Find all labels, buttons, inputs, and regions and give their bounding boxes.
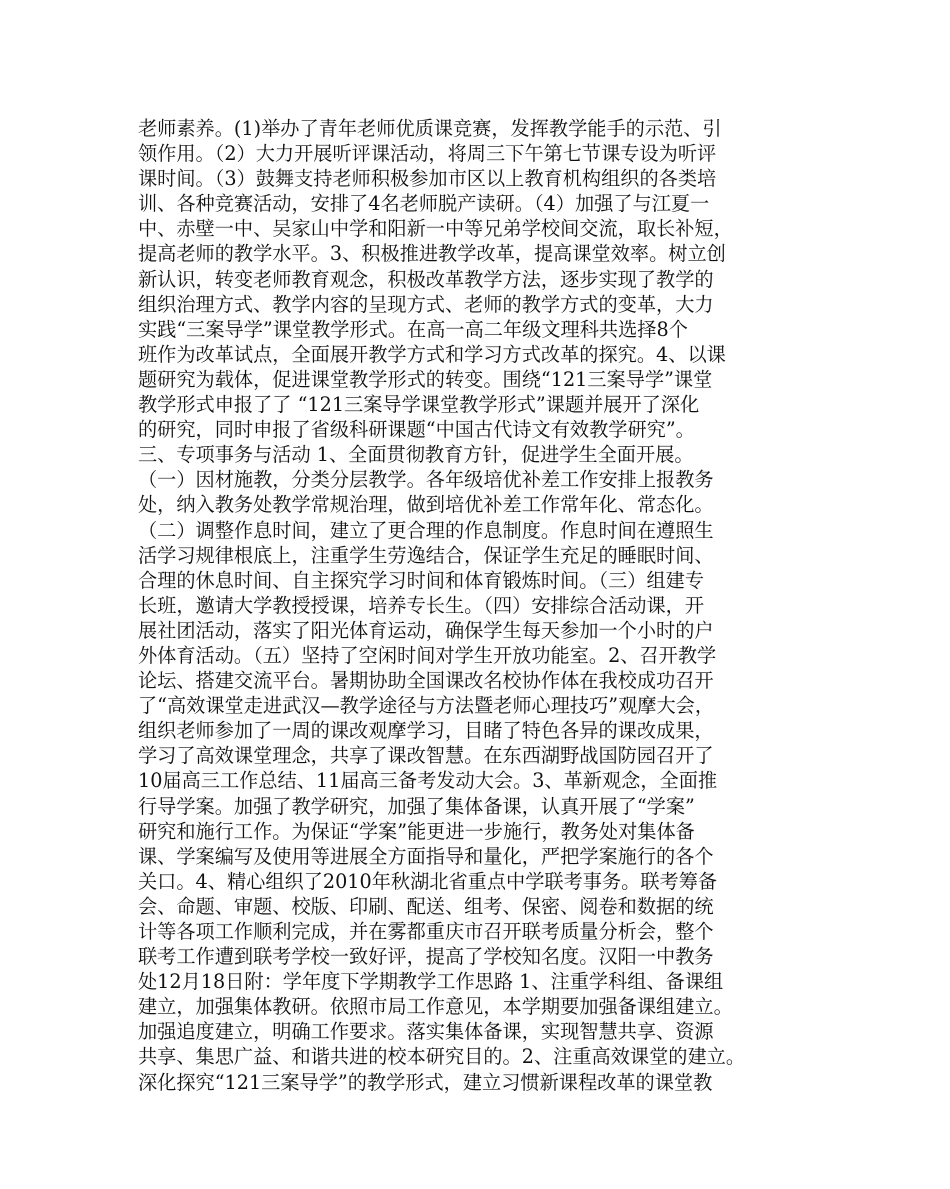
text-line: 计等各项工作顺利完成，并在雾都重庆市召开联考质量分析会，整个 <box>138 920 714 943</box>
text-line: 深化探究“121三案导学”的教学形式，建立习惯新课程改革的课堂教 <box>138 1070 713 1094</box>
text-line: 的研究，同时申报了省级科研课题“中国古代诗文有效教学研究”。 <box>138 418 695 442</box>
text-line: 联考工作遭到联考学校一致好评，提高了学校知名度。汉阳一中教务 <box>138 945 714 969</box>
text-line: 外体育活动。（五）坚持了空闲时间对学生开放功能室。2、召开教学 <box>138 643 717 667</box>
text-line: 组织老师参加了一周的课改观摩学习，目睹了特色各异的课改成果， <box>138 719 714 743</box>
text-line: 处12月18日附：学年度下学期教学工作思路 1、注重学科组、备课组 <box>138 970 724 994</box>
document-body-text <box>138 116 818 1095</box>
text-line: 提高老师的教学水平。3、积极推进教学改革，提高课堂效率。树立创 <box>138 242 726 266</box>
text-line: 训、各种竞赛活动，安排了4名老师脱产读研。（4）加强了与江夏一 <box>138 192 710 216</box>
text-line: （一）因材施教，分类分层教学。各年级培优补差工作安排上报教务 <box>138 468 714 492</box>
text-line: 合理的休息时间、自主探究学习时间和体育锻炼时间。（三）组建专 <box>138 568 705 592</box>
text-line: 活学习规律根底上，注重学生劳逸结合，保证学生充足的睡眠时间、 <box>138 543 714 567</box>
text-line: 班作为改革试点，全面展开教学方式和学习方式改革的探究。4、以课 <box>138 342 726 366</box>
text-line: 了“高效课堂走进武汉—教学途径与方法暨老师心理技巧”观摩大会， <box>138 694 715 718</box>
text-line: 共享、集思广益、和谐共进的校本研究目的。2、注重高效课堂的建立。 <box>138 1045 746 1069</box>
text-line: 10届高三工作总结、11届高三备考发动大会。3、革新观念，全面推 <box>138 769 718 793</box>
text-line: 组织治理方式、教学内容的呈现方式、老师的教学方式的变革，大力 <box>138 292 714 316</box>
text-line: 领作用。（2）大力开展听评课活动，将周三下午第七节课专设为听评 <box>138 142 717 166</box>
text-line: 老师素养。(1)举办了青年老师优质课竞赛，发挥教学能手的示范、引 <box>138 117 722 140</box>
text-line: 论坛、搭建交流平台。暑期协助全国课改名校协作体在我校成功召开 <box>138 669 714 693</box>
text-line: 会、命题、审题、校版、印刷、配送、组考、保密、阅卷和数据的统 <box>138 894 714 918</box>
text-line: 课时间。（3）鼓舞支持老师积极参加市区以上教育机构组织的各类培 <box>138 167 717 191</box>
text-line: 关口。4、精心组织了2010年秋湖北省重点中学联考事务。联考筹备 <box>138 869 718 893</box>
text-line: 行导学案。加强了教学研究，加强了集体备课，认真开展了“学案” <box>138 794 695 818</box>
text-line: 三、专项事务与活动 1、全面贯彻教育方针，促进学生全面开展。 <box>138 443 694 467</box>
text-line: 课、学案编写及使用等进展全方面指导和量化，严把学案施行的各个 <box>138 844 714 868</box>
text-line: 展社团活动，落实了阳光体育运动，确保学生每天参加一个小时的户 <box>138 618 714 642</box>
text-line: 加强追度建立，明确工作要求。落实集体备课，实现智慧共享、资源 <box>138 1020 714 1044</box>
text-line: 实践“三案导学”课堂教学形式。在高一高二年级文理科共选择8个 <box>138 317 688 341</box>
text-line: 教学形式申报了了 “121三案导学课堂教学形式”课题并展开了深化 <box>138 393 700 417</box>
text-line: 研究和施行工作。为保证“学案”能更进一步施行，教务处对集体备 <box>138 819 695 843</box>
text-line: 建立，加强集体教研。依照市局工作意见，本学期要加强备课组建立。 <box>138 995 733 1019</box>
text-line: （二）调整作息时间，建立了更合理的作息制度。作息时间在遵照生 <box>138 518 714 542</box>
text-line: 题研究为载体，促进课堂教学形式的转变。围绕“121三案导学”课堂 <box>138 367 713 391</box>
text-line: 新认识，转变老师教育观念，积极改革教学方法，逐步实现了教学的 <box>138 267 714 291</box>
text-line: 中、赤壁一中、吴家山中学和阳新一中等兄弟学校间交流，取长补短， <box>138 217 733 241</box>
text-line: 处，纳入教务处教学常规治理，做到培优补差工作常年化、常态化。 <box>138 493 714 517</box>
text-line: 学习了高效课堂理念，共享了课改智慧。在东西湖野战国防园召开了 <box>138 744 714 768</box>
text-line: 长班，邀请大学教授授课，培养专长生。（四）安排综合活动课，开 <box>138 593 705 617</box>
